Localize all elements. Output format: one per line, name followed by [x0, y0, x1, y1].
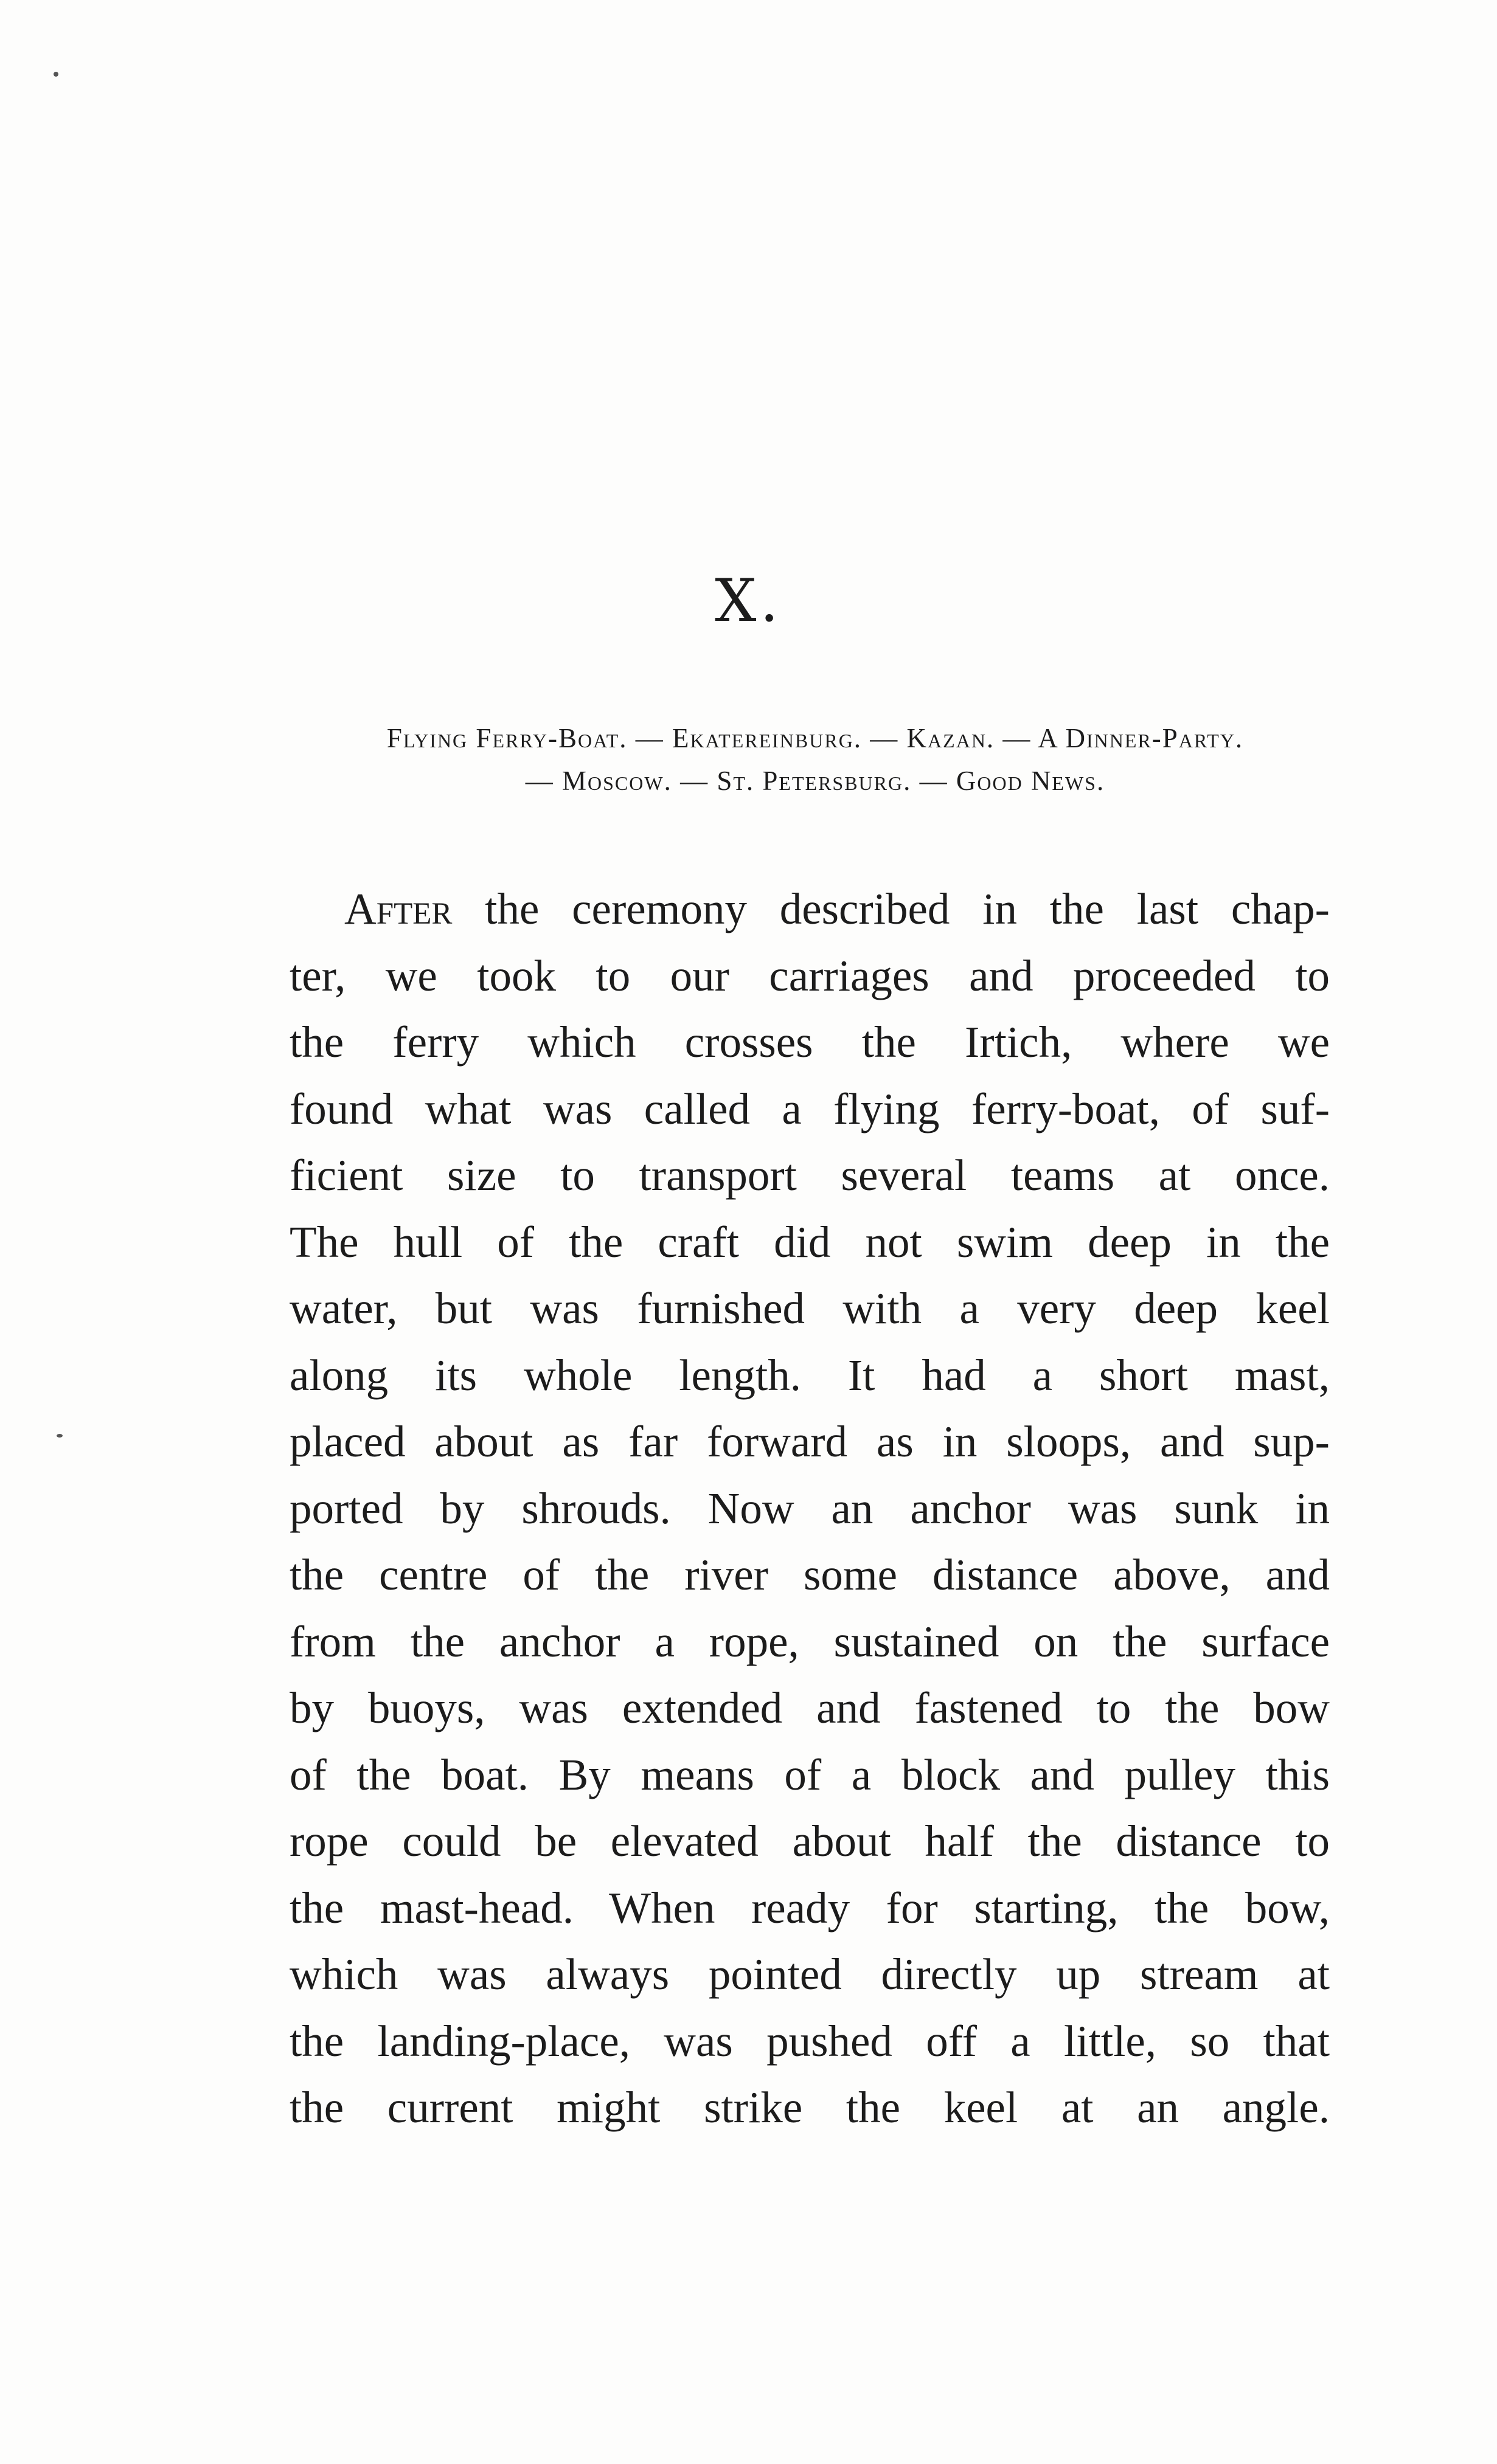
chapter-summary	[286, 718, 1344, 803]
paragraph-line: which was always pointed directly up stream at	[290, 1950, 1330, 1999]
paper-speck	[57, 1434, 63, 1438]
paragraph-line: from the anchor a rope, sustained on the surface	[290, 1616, 1330, 1666]
first-line-text: the ceremony described in the last chap-	[452, 884, 1330, 933]
paragraph-line: along its whole length. It had a short mast,	[290, 1350, 1330, 1400]
paragraph-line: ported by shrouds. Now an anchor was sunk in	[290, 1483, 1330, 1533]
opening-word: After	[344, 884, 453, 933]
paragraph-line: The hull of the craft did not swim deep in the	[290, 1217, 1330, 1267]
chapter-number: X.	[715, 567, 782, 635]
paragraph-line: of the boat. By means of a block and pulley this	[290, 1749, 1330, 1799]
paragraph-line	[290, 876, 1330, 943]
paragraph-line: found what was called a flying ferry-boat, of suf-	[290, 1084, 1330, 1133]
paragraph-line: the landing-place, was pushed off a little, so that	[290, 2016, 1330, 2066]
paragraph-line: water, but was furnished with a very deep keel	[290, 1284, 1330, 1333]
paragraph-line: rope could be elevated about half the distance to	[290, 1816, 1330, 1866]
chapter-summary-line: — Moscow. — St. Petersburg. — Good News.	[525, 765, 1105, 796]
paragraph-line: by buoys, was extended and fastened to the bow	[290, 1683, 1330, 1732]
paragraph-line: the ferry which crosses the Irtich, where we	[290, 1017, 1330, 1067]
paragraph-line: the centre of the river some distance above, and	[290, 1550, 1330, 1599]
paragraph-line: the current might strike the keel at an angle.	[290, 2083, 1330, 2132]
chapter-summary-line: Flying Ferry-Boat. — Ekatereinburg. — Kazan. — A Dinner-Party.	[386, 723, 1244, 753]
paragraph-line: the mast-head. When ready for starting, the bow,	[290, 1883, 1330, 1933]
paragraph-line: ter, we took to our carriages and proceeded to	[290, 950, 1330, 1000]
paragraph-line: placed about as far forward as in sloops, and sup-	[290, 1417, 1330, 1466]
body-paragraph	[290, 876, 1330, 2141]
paper-speck	[54, 72, 58, 77]
paragraph-line: ficient size to transport several teams at once.	[290, 1151, 1330, 1200]
